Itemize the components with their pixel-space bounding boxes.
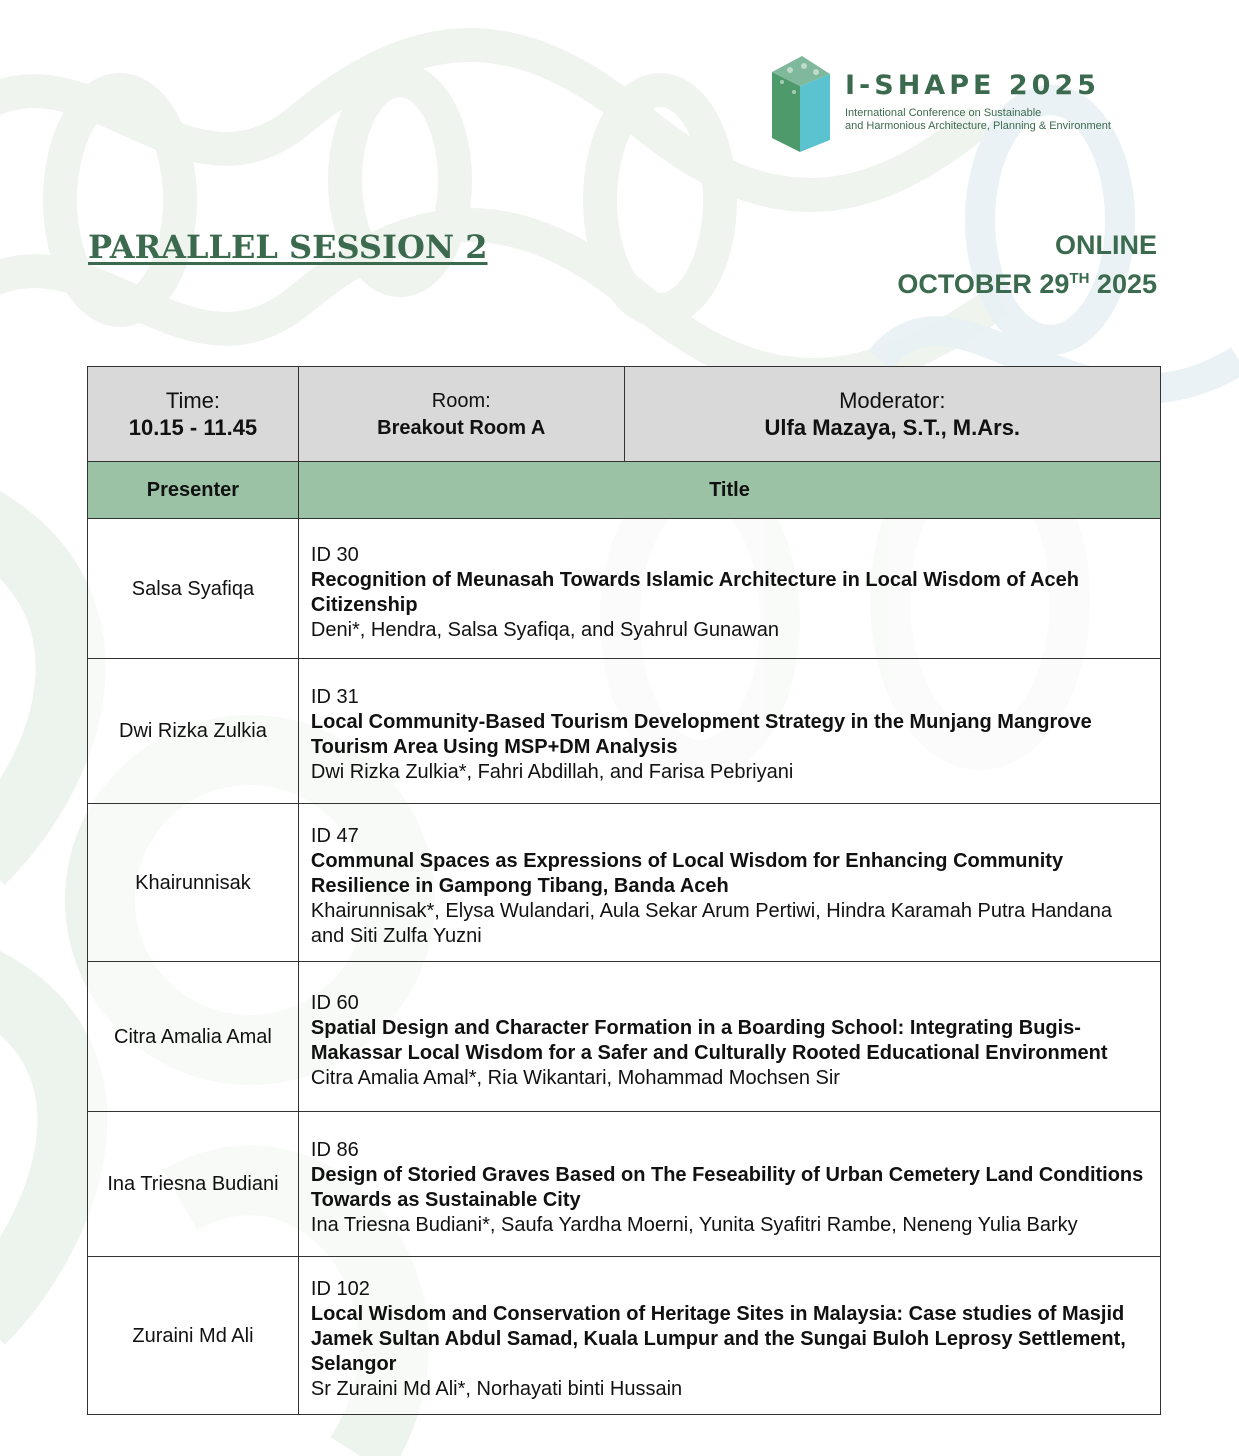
paper-id: ID 47 — [310, 825, 359, 847]
date-year: 2025 — [1096, 269, 1157, 299]
paper-id: ID 31 — [310, 686, 359, 708]
paper-cell — [298, 519, 1160, 659]
paper-id: ID 60 — [310, 991, 359, 1014]
table-header-row — [88, 462, 1161, 519]
room-label: Room: — [431, 390, 491, 412]
session-mode: ONLINE — [1054, 230, 1157, 260]
paper-title: Spatial Design and Character Formation in a Boarding School: Integrating Bugis-Makassar Local Wisdom for a Safer and Culturally Rooted Educational Environment — [310, 1016, 1108, 1064]
time-cell — [88, 367, 299, 462]
presenter-name: Ina Triesna Budiani — [88, 1112, 299, 1257]
paper-authors: Dwi Rizka Zulkia*, Fahri Abdillah, and Farisa Pebriyani — [310, 761, 794, 783]
table-row — [88, 1257, 1161, 1415]
table-row — [88, 659, 1161, 804]
paper-authors: Khairunnisak*, Elysa Wulandari, Aula Sekar Arum Pertiwi, Hindra Karamah Putra Handana and Siti Zulfa Yuzni — [310, 900, 1113, 947]
paper-title: Recognition of Meunasah Towards Islamic Architecture in Local Wisdom of Aceh Citizenship — [310, 568, 1079, 616]
paper-title: Local Community-Based Tourism Development Strategy in the Munjang Mangrove Tourism Area Using MSP+DM Analysis — [310, 711, 1092, 758]
logo-subtitle — [845, 107, 1175, 133]
session-date — [897, 262, 1157, 301]
presenter-name: Salsa Syafiqa — [88, 519, 299, 659]
paper-authors: Citra Amalia Amal*, Ria Wikantari, Mohammad Mochsen Sir — [310, 1066, 840, 1089]
presenter-name: Khairunnisak — [88, 804, 299, 962]
time-label: Time: — [165, 388, 221, 413]
presenter-header: Presenter — [88, 462, 299, 519]
schedule-table — [87, 366, 1161, 1415]
logo-subtitle-line1: International Conference on Sustainable — [845, 107, 1042, 119]
presenter-name: Citra Amalia Amal — [88, 962, 299, 1112]
conference-logo — [770, 52, 1170, 162]
event-info — [897, 228, 1157, 301]
time-value: 10.15 - 11.45 — [128, 415, 258, 440]
logo-subtitle-line2: and Harmonious Architecture, Planning & Environment — [845, 120, 1111, 132]
date-suffix: TH — [1069, 270, 1090, 287]
presenter-name: Dwi Rizka Zulkia — [88, 659, 299, 804]
table-row — [88, 519, 1161, 659]
paper-id: ID 102 — [310, 1278, 370, 1300]
table-row — [88, 1112, 1161, 1257]
paper-title: Communal Spaces as Expressions of Local Wisdom for Enhancing Community Resilience in Gampong Tibang, Banda Aceh — [310, 850, 1064, 897]
paper-cell — [298, 1257, 1160, 1415]
moderator-cell — [624, 367, 1160, 462]
moderator-value: Ulfa Mazaya, S.T., M.Ars. — [764, 415, 1021, 440]
paper-cell — [298, 659, 1160, 804]
title-header: Title — [298, 462, 1160, 519]
cube-logo-icon — [770, 52, 834, 160]
paper-cell — [298, 1112, 1160, 1257]
moderator-label: Moderator: — [839, 388, 946, 413]
paper-title: Local Wisdom and Conservation of Heritage Sites in Malaysia: Case studies of Masjid Jamek Sultan Abdul Samad, Kuala Lumpur and the Sungai Buloh Leprosy Settlement, Selangor — [310, 1303, 1126, 1375]
room-cell — [298, 367, 624, 462]
paper-authors: Deni*, Hendra, Salsa Syafiqa, and Syahrul Gunawan — [310, 618, 779, 641]
paper-cell — [298, 804, 1160, 962]
paper-title: Design of Storied Graves Based on The Feseability of Urban Cemetery Land Conditions Towards as Sustainable City — [310, 1164, 1144, 1211]
table-row — [88, 962, 1161, 1112]
logo-title: I-SHAPE 2025 — [845, 70, 1100, 101]
paper-cell — [298, 962, 1160, 1112]
paper-id: ID 86 — [310, 1139, 359, 1161]
presenter-name: Zuraini Md Ali — [88, 1257, 299, 1415]
session-title: PARALLEL SESSION 2 — [88, 228, 488, 266]
session-meta-row — [88, 367, 1161, 462]
table-row — [88, 804, 1161, 962]
paper-authors: Ina Triesna Budiani*, Saufa Yardha Moerni, Yunita Syafitri Rambe, Neneng Yulia Barky — [310, 1214, 1078, 1236]
paper-authors: Sr Zuraini Md Ali*, Norhayati binti Hussain — [310, 1378, 683, 1400]
room-value: Breakout Room A — [377, 417, 546, 439]
date-prefix: OCTOBER 29 — [897, 269, 1070, 299]
paper-id: ID 30 — [310, 543, 359, 566]
